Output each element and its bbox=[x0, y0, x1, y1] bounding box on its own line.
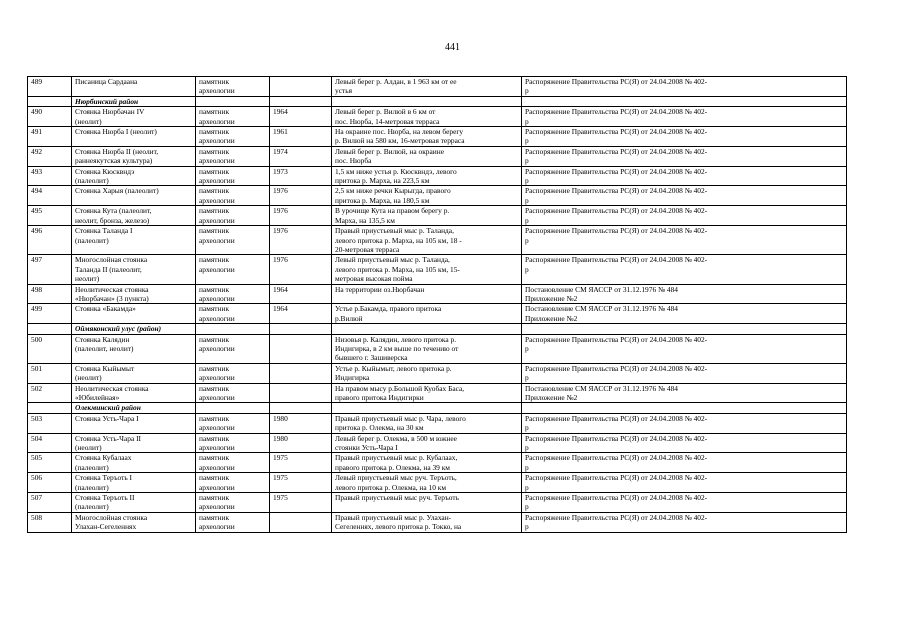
row-number: 504 bbox=[28, 433, 72, 453]
monument-type: памятник археологии bbox=[196, 107, 270, 127]
site-location: Левый приустьевый мыс р. Таланда, левого притока р. Марха, на 105 км, 15- метровая высокая пойма bbox=[332, 255, 522, 284]
legal-document: Распоряжение Правительства РС(Я) от 24.04.2008 № 402- р bbox=[522, 493, 847, 513]
monument-type: памятник археологии bbox=[196, 334, 270, 363]
table-row bbox=[28, 493, 847, 513]
legal-document: Постановление СМ ЯАССР от 31.12.1976 № 484 Приложение №2 bbox=[522, 383, 847, 403]
row-number: 495 bbox=[28, 206, 72, 226]
legal-document: Постановление СМ ЯАССР от 31.12.1976 № 484 Приложение №2 bbox=[522, 284, 847, 304]
table-row bbox=[28, 127, 847, 147]
empty-cell bbox=[522, 403, 847, 413]
legal-document: Распоряжение Правительства РС(Я) от 24.04.2008 № 402- р bbox=[522, 433, 847, 453]
site-name: Стоянка Нюрба I (неолит) bbox=[72, 127, 196, 147]
table-row bbox=[28, 166, 847, 186]
monument-type: памятник археологии bbox=[196, 146, 270, 166]
site-location: Левый берег р. Алдан, в 1 963 км от ее устья bbox=[332, 77, 522, 97]
empty-cell bbox=[332, 403, 522, 413]
discovery-year: 1975 bbox=[270, 493, 332, 513]
discovery-year bbox=[270, 77, 332, 97]
site-location: На окраине пос. Нюрба, на левом берегу р. Вилюй на 580 км, 16-метровая терраса bbox=[332, 127, 522, 147]
site-location: Правый приустьевый мыс руч. Теръоть bbox=[332, 493, 522, 513]
empty-cell bbox=[522, 96, 847, 106]
legal-document: Постановление СМ ЯАССР от 31.12.1976 № 484 Приложение №2 bbox=[522, 304, 847, 324]
monument-type: памятник археологии bbox=[196, 127, 270, 147]
site-location: Устье р. Кыйымыт, левого притока р. Индигирка bbox=[332, 363, 522, 383]
monuments-table bbox=[27, 76, 847, 533]
legal-document: Распоряжение Правительства РС(Я) от 24.04.2008 № 402- р bbox=[522, 453, 847, 473]
monument-type: памятник археологии bbox=[196, 226, 270, 255]
site-location: Левый берег р. Вилюй, на окраине пос. Нюрба bbox=[332, 146, 522, 166]
row-number: 506 bbox=[28, 473, 72, 493]
site-name: Стоянка Теръоть II (палеолит) bbox=[72, 493, 196, 513]
site-location: Правый приустьевый мыс р. Кубалаах, правого притока р. Олекма, на 39 км bbox=[332, 453, 522, 473]
monument-type: памятник археологии bbox=[196, 413, 270, 433]
legal-document: Распоряжение Правительства РС(Я) от 24.04.2008 № 402- р bbox=[522, 413, 847, 433]
legal-document: Распоряжение Правительства РС(Я) от 24.04.2008 № 402- р bbox=[522, 166, 847, 186]
site-name: Стоянка Харыя (палеолит) bbox=[72, 186, 196, 206]
table-row bbox=[28, 186, 847, 206]
site-name: Писаница Сардаана bbox=[72, 77, 196, 97]
table-row bbox=[28, 473, 847, 493]
district-label: Оймяконский улус (район) bbox=[72, 324, 196, 334]
site-name: Стоянка Таланда I (палеолит) bbox=[72, 226, 196, 255]
table-row bbox=[28, 226, 847, 255]
legal-document: Распоряжение Правительства РС(Я) от 24.04.2008 № 402- р bbox=[522, 334, 847, 363]
row-number: 507 bbox=[28, 493, 72, 513]
legal-document: Распоряжение Правительства РС(Я) от 24.04.2008 № 402- р bbox=[522, 206, 847, 226]
site-location: Низовья р. Калядин, левого притока р. Индигирка, в 2 км выше по течению от бывшего г. Зашиверска bbox=[332, 334, 522, 363]
legal-document: Распоряжение Правительства РС(Я) от 24.04.2008 № 402- р bbox=[522, 255, 847, 284]
table-row bbox=[28, 433, 847, 453]
legal-document: Распоряжение Правительства РС(Я) от 24.04.2008 № 402- р bbox=[522, 473, 847, 493]
discovery-year: 1980 bbox=[270, 413, 332, 433]
empty-cell bbox=[332, 324, 522, 334]
empty-cell bbox=[28, 324, 72, 334]
discovery-year: 1964 bbox=[270, 107, 332, 127]
table-row bbox=[28, 413, 847, 433]
table-row bbox=[28, 304, 847, 324]
discovery-year: 1976 bbox=[270, 206, 332, 226]
district-label: Олекминский район bbox=[72, 403, 196, 413]
site-name: Многослойная стоянка Таланда II (палеолит, неолит) bbox=[72, 255, 196, 284]
site-location: На территории оз.Нюрбачан bbox=[332, 284, 522, 304]
page-number: 441 bbox=[445, 42, 460, 53]
district-label: Нюрбинский район bbox=[72, 96, 196, 106]
site-name: Многослойная стоянка Улахан-Сегеленнях bbox=[72, 512, 196, 532]
monument-type: памятник археологии bbox=[196, 166, 270, 186]
monument-type: памятник археологии bbox=[196, 206, 270, 226]
site-name: Стоянка Усть-Чара II (неолит) bbox=[72, 433, 196, 453]
empty-cell bbox=[196, 403, 270, 413]
site-location: Левый берег р. Вилюй в 6 км от пос. Нюрба, 14-метровая терраса bbox=[332, 107, 522, 127]
site-location: Левый приустьевый мыс руч. Теръоть, левого притока р. Олекма, на 10 км bbox=[332, 473, 522, 493]
legal-document: Распоряжение Правительства РС(Я) от 24.04.2008 № 402- р bbox=[522, 363, 847, 383]
site-name: Стоянка Кубалаах (палеолит) bbox=[72, 453, 196, 473]
district-row bbox=[28, 324, 847, 334]
row-number: 492 bbox=[28, 146, 72, 166]
site-name: Стоянка Нюрбачан IV (неолит) bbox=[72, 107, 196, 127]
row-number: 505 bbox=[28, 453, 72, 473]
site-name: Стоянка Калядин (палеолит, неолит) bbox=[72, 334, 196, 363]
row-number: 496 bbox=[28, 226, 72, 255]
monument-type: памятник археологии bbox=[196, 284, 270, 304]
empty-cell bbox=[196, 96, 270, 106]
site-name: Стоянка Усть-Чара I bbox=[72, 413, 196, 433]
discovery-year: 1973 bbox=[270, 166, 332, 186]
discovery-year bbox=[270, 334, 332, 363]
row-number: 502 bbox=[28, 383, 72, 403]
site-name: Неолитическая стоянка «Юбилейная» bbox=[72, 383, 196, 403]
row-number: 501 bbox=[28, 363, 72, 383]
site-name: Стоянка Теръоть I (палеолит) bbox=[72, 473, 196, 493]
monument-type: памятник археологии bbox=[196, 512, 270, 532]
discovery-year: 1975 bbox=[270, 453, 332, 473]
row-number: 490 bbox=[28, 107, 72, 127]
site-name: Стоянка Кута (палеолит, неолит, бронза, железо) bbox=[72, 206, 196, 226]
table-row bbox=[28, 77, 847, 97]
discovery-year: 1974 bbox=[270, 146, 332, 166]
empty-cell bbox=[270, 96, 332, 106]
site-name: Стоянка Кыйымыт (неолит) bbox=[72, 363, 196, 383]
row-number: 497 bbox=[28, 255, 72, 284]
legal-document: Распоряжение Правительства РС(Я) от 24.04.2008 № 402- р bbox=[522, 107, 847, 127]
monument-type: памятник археологии bbox=[196, 304, 270, 324]
empty-cell bbox=[270, 403, 332, 413]
table-row bbox=[28, 363, 847, 383]
site-location: Правый приустьевый мыс р. Улахан- Сегеленнях, левого притока р. Токко, на bbox=[332, 512, 522, 532]
monument-type: памятник археологии bbox=[196, 473, 270, 493]
table-row bbox=[28, 146, 847, 166]
monument-type: памятник археологии bbox=[196, 186, 270, 206]
row-number: 499 bbox=[28, 304, 72, 324]
district-row bbox=[28, 96, 847, 106]
table-row bbox=[28, 383, 847, 403]
discovery-year: 1961 bbox=[270, 127, 332, 147]
empty-cell bbox=[522, 324, 847, 334]
table-row bbox=[28, 334, 847, 363]
site-location: Устье р.Бакамда, правого притока р.Вилюй bbox=[332, 304, 522, 324]
row-number: 500 bbox=[28, 334, 72, 363]
site-location: 2,5 км ниже речки Кырыгда, правого притока р. Марха, на 180,5 км bbox=[332, 186, 522, 206]
legal-document: Распоряжение Правительства РС(Я) от 24.04.2008 № 402- р bbox=[522, 512, 847, 532]
site-location: В урочище Кута на правом берегу р. Марха, на 135,5 км bbox=[332, 206, 522, 226]
table-row bbox=[28, 255, 847, 284]
table-row bbox=[28, 107, 847, 127]
row-number: 494 bbox=[28, 186, 72, 206]
site-location: Левый берег р. Олекма, в 500 м южнее стоянки Усть-Чара I bbox=[332, 433, 522, 453]
discovery-year bbox=[270, 512, 332, 532]
discovery-year bbox=[270, 363, 332, 383]
discovery-year: 1980 bbox=[270, 433, 332, 453]
site-name: Стоянка Кюсквндэ (палеолит) bbox=[72, 166, 196, 186]
site-name: Неолитическая стоянка «Нюрбачан» (3 пункта) bbox=[72, 284, 196, 304]
empty-cell bbox=[28, 403, 72, 413]
row-number: 489 bbox=[28, 77, 72, 97]
site-location: На правом мысу р.Большой Куобах Баса, правого притока Индигирки bbox=[332, 383, 522, 403]
empty-cell bbox=[196, 324, 270, 334]
monument-type: памятник археологии bbox=[196, 433, 270, 453]
monument-type: памятник археологии bbox=[196, 493, 270, 513]
site-location: 1,5 км ниже устья р. Кюсквндэ, левого притока р. Марха, на 223,5 км bbox=[332, 166, 522, 186]
monument-type: памятник археологии bbox=[196, 255, 270, 284]
monument-type: памятник археологии bbox=[196, 77, 270, 97]
discovery-year: 1975 bbox=[270, 473, 332, 493]
discovery-year bbox=[270, 383, 332, 403]
table-row bbox=[28, 453, 847, 473]
discovery-year: 1976 bbox=[270, 255, 332, 284]
site-name: Стоянка «Бакамда» bbox=[72, 304, 196, 324]
site-location: Правый приустьевый мыс р. Чара, левого притока р. Олекма, на 30 км bbox=[332, 413, 522, 433]
legal-document: Распоряжение Правительства РС(Я) от 24.04.2008 № 402- р bbox=[522, 146, 847, 166]
monument-type: памятник археологии bbox=[196, 363, 270, 383]
legal-document: Распоряжение Правительства РС(Я) от 24.04.2008 № 402- р bbox=[522, 186, 847, 206]
discovery-year: 1964 bbox=[270, 304, 332, 324]
legal-document: Распоряжение Правительства РС(Я) от 24.04.2008 № 402- р bbox=[522, 127, 847, 147]
row-number: 508 bbox=[28, 512, 72, 532]
monument-type: памятник археологии bbox=[196, 383, 270, 403]
row-number: 503 bbox=[28, 413, 72, 433]
legal-document: Распоряжение Правительства РС(Я) от 24.04.2008 № 402- р bbox=[522, 77, 847, 97]
empty-cell bbox=[270, 324, 332, 334]
legal-document: Распоряжение Правительства РС(Я) от 24.04.2008 № 402- р bbox=[522, 226, 847, 255]
table-row bbox=[28, 512, 847, 532]
discovery-year: 1964 bbox=[270, 284, 332, 304]
empty-cell bbox=[28, 96, 72, 106]
table-row bbox=[28, 284, 847, 304]
table-row bbox=[28, 206, 847, 226]
empty-cell bbox=[332, 96, 522, 106]
district-row bbox=[28, 403, 847, 413]
monument-type: памятник археологии bbox=[196, 453, 270, 473]
site-location: Правый приустьевый мыс р. Таланда, левого притока р. Марха, на 105 км, 18 - 20-метровая терраса bbox=[332, 226, 522, 255]
row-number: 498 bbox=[28, 284, 72, 304]
discovery-year: 1976 bbox=[270, 186, 332, 206]
row-number: 493 bbox=[28, 166, 72, 186]
discovery-year: 1976 bbox=[270, 226, 332, 255]
site-name: Стоянка Нюрба II (неолит, раннеякутская культура) bbox=[72, 146, 196, 166]
row-number: 491 bbox=[28, 127, 72, 147]
